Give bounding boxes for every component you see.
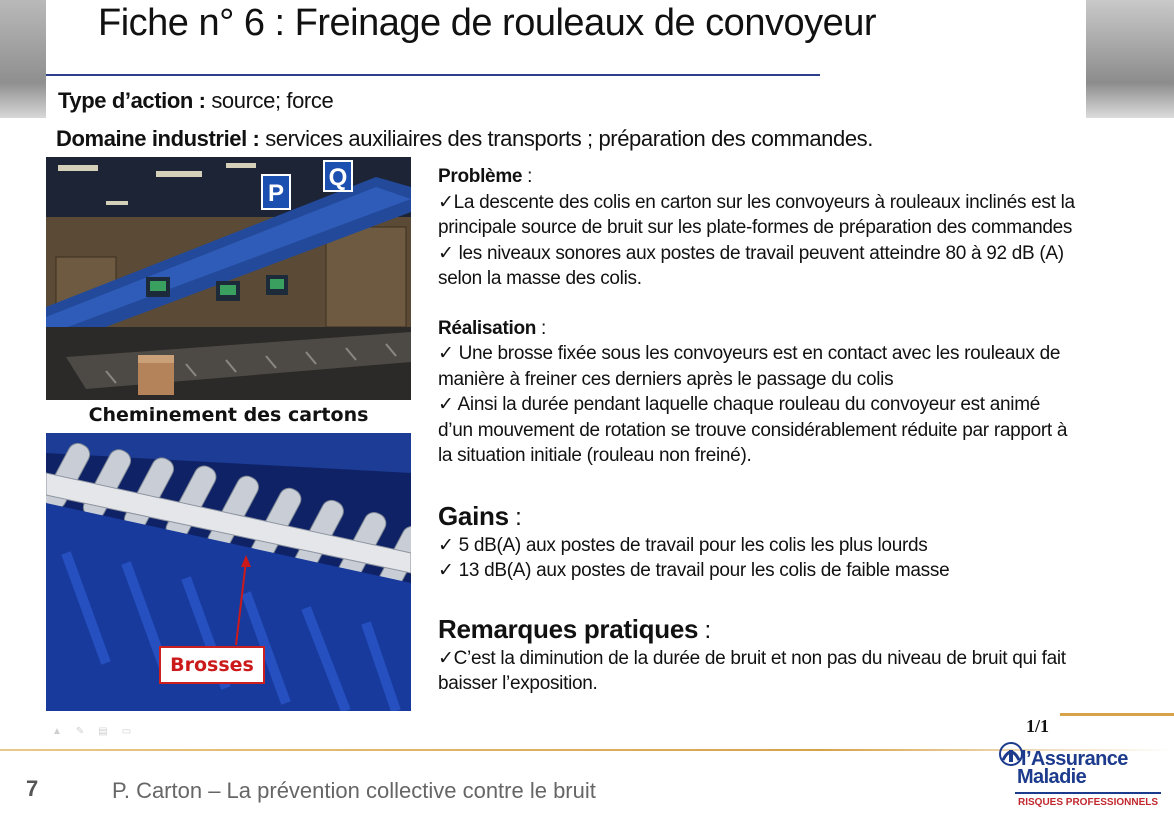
realisation-heading-line xyxy=(438,316,1078,342)
warehouse-photo xyxy=(46,157,411,400)
gains-heading: Gains xyxy=(438,500,509,531)
check-icon: ✓ xyxy=(438,534,454,556)
content-column xyxy=(438,164,1078,697)
remarques-item xyxy=(438,646,1078,697)
sign-q: Q xyxy=(328,164,348,191)
check-icon: ✓ xyxy=(438,647,454,669)
probleme-item-text: La descente des colis en carton sur les convoyeurs à rouleaux inclinés est la principale source de bruit sur les plate-formes de préparation des commandes xyxy=(438,191,1075,238)
background-left-gradient xyxy=(0,0,46,118)
realisation-item-text: Une brosse fixée sous les convoyeurs est en contact avec les rouleaux de manière à freiner ces derniers après le passage du colis xyxy=(438,343,1061,390)
footer-accent-rule xyxy=(1060,713,1174,716)
domaine-line xyxy=(56,126,873,152)
gains-item xyxy=(438,558,1078,584)
check-icon: ✓ xyxy=(438,343,454,364)
realisation-heading: Réalisation xyxy=(438,317,537,339)
brosses-label: Brosses xyxy=(159,646,265,684)
probleme-colon: : xyxy=(522,166,533,187)
remarques-heading-line xyxy=(438,612,1078,646)
realisation-item xyxy=(438,392,1078,469)
gains-colon: : xyxy=(508,503,522,531)
check-icon: ✓ xyxy=(438,560,454,581)
remarques-colon: : xyxy=(698,616,711,644)
photo-caption: Cheminement des cartons xyxy=(88,404,369,426)
slide-toolbar-icons: ▲✎▤▭ xyxy=(52,726,146,737)
warehouse-photo-illustration xyxy=(46,157,411,400)
logo-line2: Maladie xyxy=(1017,766,1087,788)
check-icon: ✓ xyxy=(438,394,454,415)
page-number: 7 xyxy=(26,776,39,801)
domaine-value: services auxiliaires des transports ; préparation des commandes. xyxy=(259,126,873,151)
footer-text: P. Carton – La prévention collective contre le bruit xyxy=(112,778,596,803)
domaine-label: Domaine industriel : xyxy=(56,126,260,151)
assurance-maladie-logo xyxy=(997,738,1167,814)
page-ref: 1/1 xyxy=(1026,716,1050,736)
realisation-item xyxy=(438,341,1078,392)
logo-tagline: RISQUES PROFESSIONNELS xyxy=(1018,797,1159,808)
gains-heading-line xyxy=(438,499,1078,533)
gains-item-text: 13 dB(A) aux postes de travail pour les colis de faible masse xyxy=(453,560,950,581)
type-action-line xyxy=(58,88,333,114)
probleme-heading: Problème xyxy=(438,166,523,187)
probleme-heading-line xyxy=(438,164,1078,190)
realisation-item-text: Ainsi la durée pendant laquelle chaque rouleau du convoyeur est animé d’un mouvement de rotation se trouve considérablement réduite par rapport à la situation initiale (rouleau non freiné). xyxy=(438,394,1068,466)
slide xyxy=(46,0,1086,740)
check-icon: ✓ xyxy=(438,242,454,264)
probleme-item xyxy=(438,190,1078,241)
remarques-heading: Remarques pratiques xyxy=(438,613,699,644)
probleme-item-text: les niveaux sonores aux postes de travail peuvent atteindre 80 à 92 dB (A) selon la masse des colis. xyxy=(438,242,1064,289)
slide-title: Fiche n° 6 : Freinage de rouleaux de convoyeur xyxy=(98,2,877,44)
sign-p: P xyxy=(267,180,285,207)
type-action-label: Type d’action : xyxy=(58,88,206,113)
background-right-gradient xyxy=(1086,0,1174,118)
gains-item-text: 5 dB(A) aux postes de travail pour les colis les plus lourds xyxy=(453,534,928,556)
remarques-item-text: C’est la diminution de la durée de bruit et non pas du niveau de bruit qui fait baisser l’exposition. xyxy=(438,647,1066,694)
type-action-value: source; force xyxy=(205,88,334,113)
gains-item xyxy=(438,533,1078,559)
logo-rule xyxy=(1015,792,1161,794)
realisation-colon: : xyxy=(536,317,547,339)
check-icon: ✓ xyxy=(438,191,454,213)
probleme-item xyxy=(438,241,1078,292)
title-rule xyxy=(46,74,820,76)
rollers-brush-photo xyxy=(46,433,411,711)
logo-line1: l’Assurance xyxy=(1021,748,1128,770)
